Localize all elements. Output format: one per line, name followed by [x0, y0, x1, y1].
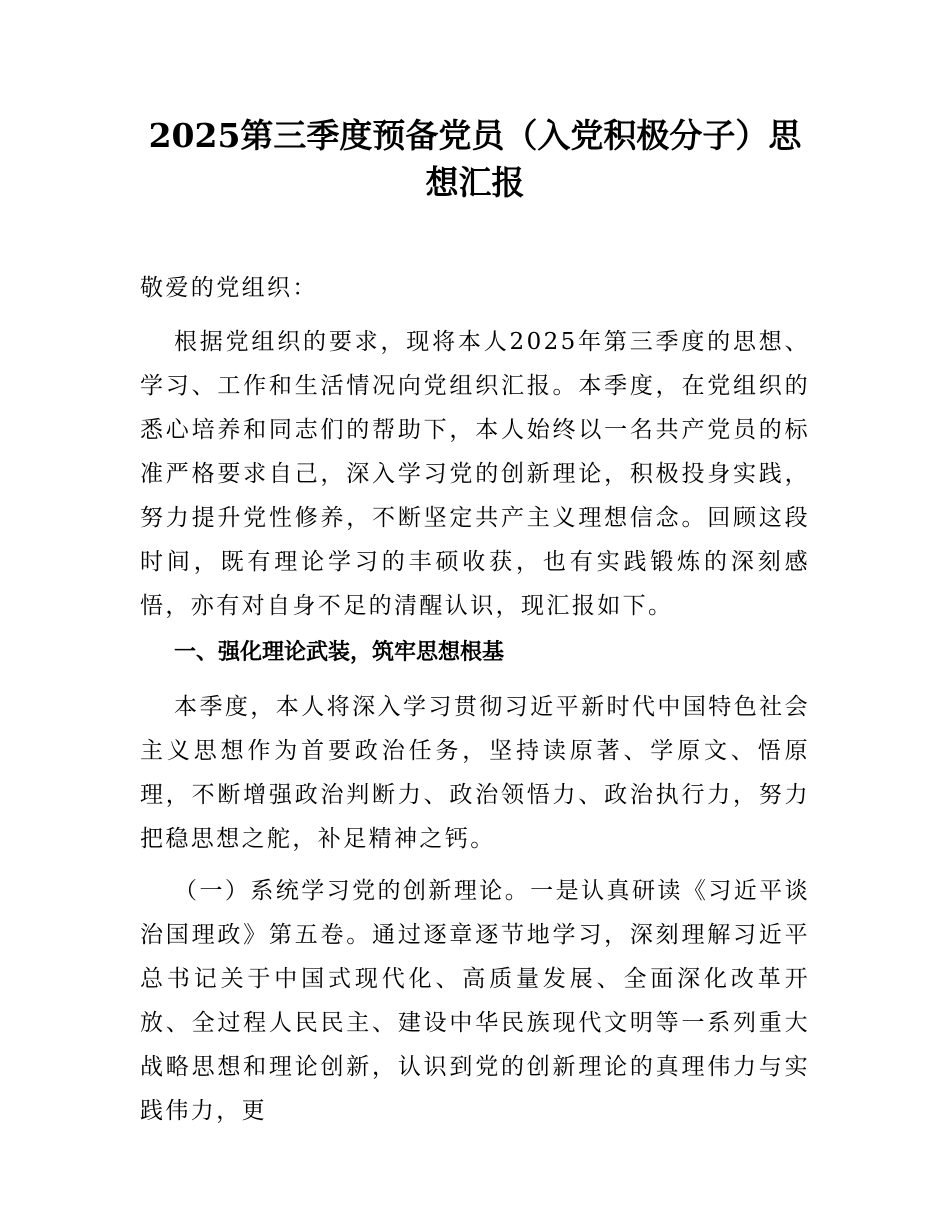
salutation: 敬爱的党组织：: [140, 275, 318, 301]
section-1-paragraph-1: 本季度，本人将深入学习贯彻习近平新时代中国特色社会主义思想作为首要政治任务，坚持读原著、学原文、悟原理，不断增强政治判断力、政治领悟力、政治执行力，努力把稳思想之舵，补足精神之钙。: [140, 694, 810, 852]
document-title: 2025第三季度预备党员（入党积极分子）思想汇报: [148, 116, 802, 202]
section-1-paragraph-2: （一）系统学习党的创新理论。一是认真研读《习近平谈治国理政》第五卷。通过逐章逐节地学习，深刻理解习近平总书记关于中国式现代化、高质量发展、全面深化改革开放、全过程人民民主、建设中华民族现代文明等一系列重大战略思想和理论创新，认识到党的创新理论的真理伟力与实践伟力，更: [140, 878, 810, 1124]
intro-paragraph: 根据党组织的要求，现将本人2025年第三季度的思想、学习、工作和生活情况向党组织汇报。本季度，在党组织的悉心培养和同志们的帮助下，本人始终以一名共产党员的标准严格要求自己，深入学习党的创新理论，积极投身实践，努力提升党性修养，不断坚定共产主义理想信念。回顾这段时间，既有理论学习的丰硕收获，也有实践锻炼的深刻感悟，亦有对自身不足的清醒认识，现汇报如下。: [140, 329, 810, 619]
section-heading-1: 一、强化理论武装，筑牢思想根基: [174, 640, 505, 665]
